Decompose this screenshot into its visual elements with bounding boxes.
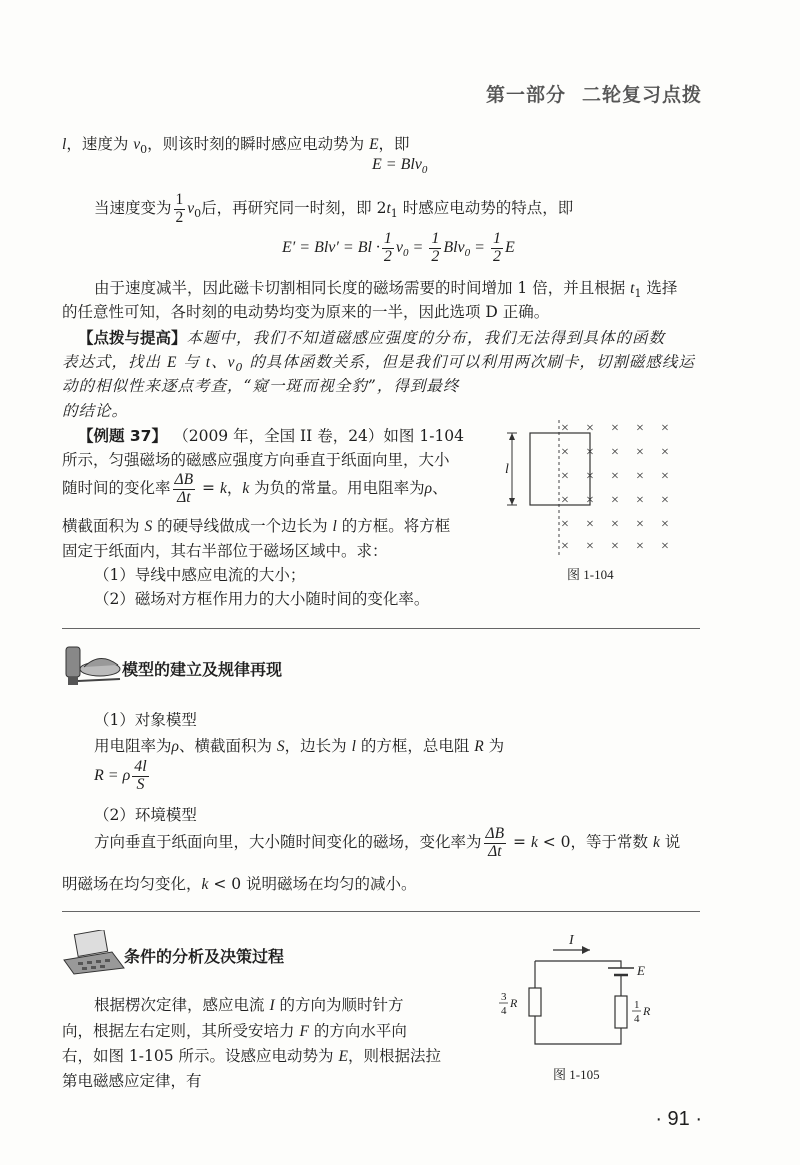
wire-top <box>535 961 621 968</box>
svg-text:×: × <box>636 517 644 532</box>
svg-text:×: × <box>561 421 569 436</box>
tip-line: 表达式，找出 E 与 t、$v_0$ 的具体函数关系，但是我们可以利用两次刷卡，切割磁感线运 <box>62 353 695 375</box>
svg-text:×: × <box>586 445 594 460</box>
svg-text:×: × <box>636 539 644 554</box>
side-length-label: l <box>505 462 509 477</box>
text-line: 明磁场在均匀变化，k < 0 说明磁场在均匀的减小。 <box>62 875 417 893</box>
figure-caption: 图 1-105 <box>553 1067 600 1082</box>
svg-text:×: × <box>661 517 669 532</box>
svg-text:×: × <box>661 539 669 554</box>
svg-text:×: × <box>561 539 569 554</box>
svg-text:×: × <box>561 493 569 508</box>
svg-text:×: × <box>661 421 669 436</box>
text-line: 右，如图 1-105 所示。设感应电动势为 E，则根据法拉 <box>62 1047 441 1065</box>
internal-resistor <box>615 996 627 1028</box>
text-line: 第电磁感应定律，有 <box>62 1072 202 1090</box>
right-resistor-num: 1 <box>634 999 640 1011</box>
svg-text:×: × <box>636 421 644 436</box>
left-resistor-unit: R <box>510 996 518 1010</box>
equation-half-emf: E′ = Blv′ = Bl · $\frac{1}{2}$ $v_0$ = $\frac{1}{2}$ Blv$_0$ = $\frac{1}{2}$ E <box>282 230 515 265</box>
tip-label: 【点拨与提高】 <box>78 329 187 347</box>
question-1: （1）导线中感应电流的大小； <box>94 566 306 584</box>
right-resistor-unit: R <box>643 1004 651 1018</box>
fraction: $\frac{1}{2}$ <box>175 191 184 226</box>
svg-text:×: × <box>611 539 619 554</box>
svg-text:×: × <box>586 469 594 484</box>
svg-text:×: × <box>661 445 669 460</box>
emf-label: E <box>637 963 645 978</box>
svg-text:×: × <box>611 445 619 460</box>
wire-frame <box>530 433 590 505</box>
calculator-icon <box>62 930 128 976</box>
trophy-icon <box>62 645 124 689</box>
page-number: · 91 · <box>655 1108 702 1130</box>
svg-text:×: × <box>661 469 669 484</box>
svg-text:×: × <box>636 469 644 484</box>
tip-line: 【点拨与提高】本题中，我们不知道磁感应强度的分布，我们无法得到具体的函数 <box>78 329 666 347</box>
header-part: 第一部分 <box>485 84 566 106</box>
tip-line: 的结论。 <box>62 402 129 420</box>
text-line: 根据楞次定律，感应电流 I 的方向为顺时针方 <box>94 996 404 1014</box>
equation-emf: E = Blv$_0$ <box>372 156 428 177</box>
right-resistor-den: 4 <box>634 1013 640 1025</box>
svg-text:×: × <box>561 445 569 460</box>
text-line: 由于速度减半，因此磁卡切割相同长度的磁场需要的时间增加 1 倍，并且根据 $t_1$ 选择 <box>94 279 678 301</box>
svg-text:×: × <box>636 445 644 460</box>
svg-text:×: × <box>586 539 594 554</box>
svg-text:×: × <box>611 469 619 484</box>
left-resistor-den: 4 <box>501 1005 507 1017</box>
divider <box>62 911 700 912</box>
svg-text:×: × <box>561 517 569 532</box>
svg-text:×: × <box>611 493 619 508</box>
example-line: 【例题 37】 （2009 年，全国 II 卷，24）如图 1-104 <box>78 427 465 445</box>
section-title-analysis: 条件的分析及决策过程 <box>124 947 285 966</box>
svg-text:×: × <box>611 421 619 436</box>
divider <box>62 628 700 629</box>
subsection-object: （1）对象模型 <box>94 711 197 729</box>
svg-text:×: × <box>586 517 594 532</box>
figure-1-105-circuit <box>495 928 670 1058</box>
svg-text:×: × <box>561 469 569 484</box>
wire-bottom <box>535 1016 621 1044</box>
text-line: l，速度为 $v_0$，则该时刻的瞬时感应电动势为 E，即 <box>62 135 410 157</box>
resistor-left <box>529 988 541 1016</box>
svg-text:×: × <box>586 493 594 508</box>
svg-text:×: × <box>586 421 594 436</box>
text-line: 向，根据左右定则，其所受安培力 F 的方向水平向 <box>62 1022 407 1040</box>
text-line: 的任意性可知，各时刻的电动势均变为原来的一半，因此选项 D 正确。 <box>62 303 550 321</box>
current-label: I <box>569 933 574 948</box>
magnetic-field-crosses <box>561 421 669 554</box>
question-2: （2）磁场对方框作用力的大小随时间的变化率。 <box>94 590 430 608</box>
equation-resistance: R = ρ $\frac{4l}{S}$ <box>94 758 147 793</box>
example-line: 所示，匀强磁场的磁感应强度方向垂直于纸面向里，大小 <box>62 451 450 469</box>
example-line: 固定于纸面内，其右半部位于磁场区域中。求： <box>62 542 388 560</box>
text-line: 当速度变为 $\frac{1}{2}$ $v_0$后，再研究同一时刻，即 $2t_1$ 时感应电动势的特点，即 <box>94 191 574 226</box>
svg-text:×: × <box>636 493 644 508</box>
tip-line: 动的相似性来逐点考查，“窥一斑而视全豹”，得到最终 <box>62 377 460 395</box>
section-title-model: 模型的建立及规律再现 <box>122 660 283 679</box>
text-line: 方向垂直于纸面向里，大小随时间变化的磁场，变化率为 $\frac{\Delta B}{\Delta t}$ = k < 0，等于常数 k 说 <box>94 825 681 860</box>
figure-1-104 <box>500 415 690 565</box>
text-line: 用电阻率为ρ、横截面积为 S，边长为 l 的方框，总电阻 R 为 <box>94 737 505 755</box>
subsection-environment: （2）环境模型 <box>94 806 197 824</box>
figure-caption: 图 1-104 <box>567 567 614 582</box>
svg-text:×: × <box>661 493 669 508</box>
header-title: 二轮复习点拨 <box>581 84 702 106</box>
left-resistor-num: 3 <box>501 991 507 1003</box>
example-label: 【例题 37】 <box>78 427 167 445</box>
example-line: 随时间的变化率 $\frac{\Delta B}{\Delta t}$ = k，k 为负的常量。用电阻率为ρ、 <box>62 471 448 506</box>
svg-text:×: × <box>611 517 619 532</box>
example-line: 横截面积为 S 的硬导线做成一个边长为 l 的方框。将方框 <box>62 517 451 535</box>
running-header <box>486 80 702 107</box>
